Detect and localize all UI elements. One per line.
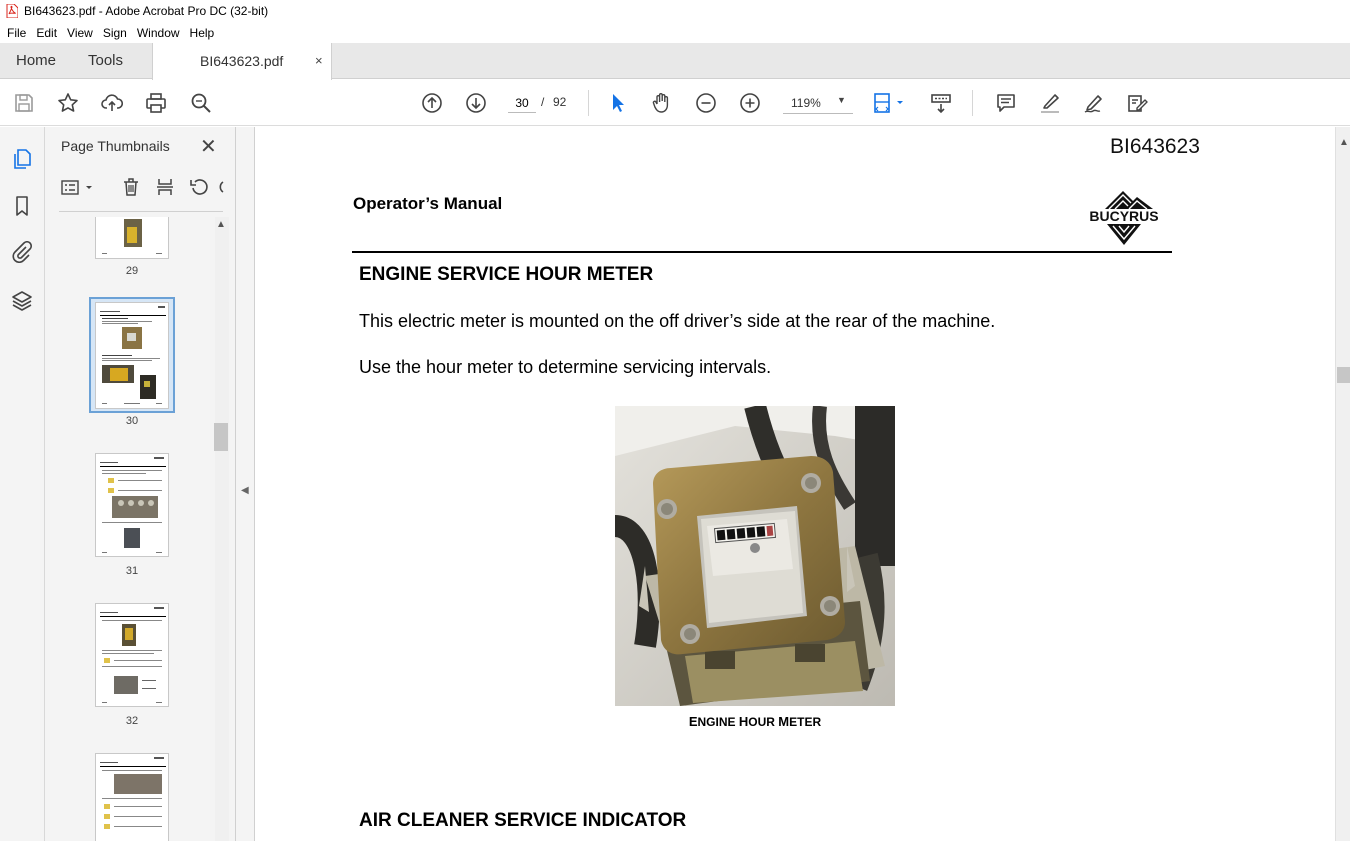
tab-document[interactable] [152, 43, 332, 80]
thumbnail-page-29[interactable] [95, 217, 169, 259]
menu-edit[interactable]: Edit [36, 25, 58, 40]
acrobat-pdf-icon [6, 4, 18, 18]
menu-help[interactable]: Help [189, 25, 215, 40]
save-icon[interactable] [12, 91, 36, 115]
engine-hour-meter-photo [615, 406, 895, 706]
zoom-out-icon[interactable] [694, 91, 718, 115]
body-paragraph: This electric meter is mounted on the off driver’s side at the rear of the machine. [359, 311, 996, 331]
hand-icon[interactable] [650, 91, 674, 115]
menu-window[interactable]: Window [136, 25, 180, 40]
chevron-down-icon: ▼ [837, 95, 846, 105]
toolbar [0, 80, 1350, 126]
menu-sign[interactable]: Sign [102, 25, 127, 40]
bookmark-icon[interactable] [10, 194, 34, 218]
section-heading: AIR CLEANER SERVICE INDICATOR [359, 810, 687, 831]
sign-icon[interactable] [1082, 91, 1106, 115]
title-bar [0, 0, 1350, 22]
thumbnail-page-30[interactable] [95, 302, 169, 409]
print-icon[interactable] [144, 91, 168, 115]
document-id: BI643623 [1110, 135, 1200, 158]
search-icon[interactable] [189, 91, 213, 115]
rotate-icon[interactable] [189, 177, 209, 197]
thumbnail-page-31[interactable] [95, 453, 169, 557]
toolbar-divider [588, 90, 589, 116]
thumbnail-toolbar [55, 173, 225, 201]
tab-tools[interactable]: Tools [88, 52, 124, 69]
close-panel-icon[interactable]: ✕ [200, 136, 217, 158]
panel-divider [59, 211, 223, 212]
menu-bar [0, 22, 1350, 43]
caption-letter: M [778, 714, 790, 729]
upload-icon[interactable] [100, 91, 124, 115]
tab-home[interactable]: Home [16, 52, 57, 69]
delete-icon[interactable] [121, 177, 141, 197]
caption-letter: H [738, 714, 749, 729]
document-scrollbar[interactable] [1335, 127, 1350, 841]
bucyrus-logo [1077, 189, 1173, 249]
thumbnail-list [45, 217, 215, 841]
collapse-left-icon[interactable]: ◀ [241, 485, 249, 496]
extract-pages-icon[interactable] [155, 177, 175, 197]
thumbnail-page-33[interactable] [95, 753, 169, 841]
tab-bar [0, 43, 1350, 79]
toolbar-divider [972, 90, 973, 116]
menu-file[interactable]: File [7, 25, 27, 40]
thumbnail-label-30: 30 [125, 415, 139, 427]
page-up-icon[interactable] [420, 91, 444, 115]
scroll-mode-icon[interactable] [929, 91, 953, 115]
panel-collapse-handle[interactable] [236, 127, 255, 841]
thumbnail-label-31: 31 [125, 565, 139, 577]
caption-letter: E [688, 714, 698, 729]
highlight-icon[interactable] [1038, 91, 1062, 115]
document-subtitle: Operator’s Manual [353, 194, 503, 213]
options-menu-icon[interactable] [61, 179, 97, 197]
zoom-in-icon[interactable] [738, 91, 762, 115]
zoom-dropdown[interactable] [783, 92, 853, 114]
zoom-value: 119% [791, 96, 821, 110]
fit-page-icon[interactable] [872, 91, 908, 115]
thumbnail-scrollbar[interactable] [215, 217, 229, 841]
left-navigation-rail [0, 127, 45, 841]
page-number-input[interactable] [508, 93, 536, 113]
caption-text: ETER [789, 715, 822, 729]
menu-view[interactable]: View [67, 25, 93, 40]
page-thumbnails-panel [45, 127, 236, 841]
comment-icon[interactable] [994, 91, 1018, 115]
layers-icon[interactable] [10, 289, 34, 313]
caption-text: OUR [748, 715, 775, 729]
tab-close-icon[interactable]: × [315, 53, 323, 68]
panel-title: Page Thumbnails [61, 138, 170, 154]
window-title: BI643623.pdf - Adobe Acrobat Pro DC (32-bit) [24, 4, 269, 18]
caption-text: NGINE [697, 715, 736, 729]
thumbnail-scrollbar-thumb[interactable] [214, 423, 228, 451]
page-thumbnails-icon[interactable] [10, 147, 34, 171]
thumbnail-page-32[interactable] [95, 603, 169, 707]
edit-icon[interactable] [1126, 91, 1150, 115]
select-cursor-icon[interactable] [606, 91, 630, 115]
page-separator: / [541, 95, 545, 109]
thumbnail-label-29: 29 [125, 265, 139, 277]
more-tools-icon[interactable] [217, 177, 225, 197]
attachment-icon[interactable] [10, 240, 34, 264]
page-down-icon[interactable] [464, 91, 488, 115]
star-icon[interactable] [56, 91, 80, 115]
thumbnail-label-32: 32 [125, 715, 139, 727]
scroll-up-arrow-icon[interactable]: ▲ [216, 219, 226, 230]
header-rule [352, 251, 1172, 253]
photo-caption [615, 714, 895, 729]
scroll-up-arrow-icon[interactable]: ▲ [1339, 137, 1349, 148]
document-viewport[interactable] [255, 127, 1335, 841]
section-heading: ENGINE SERVICE HOUR METER [359, 264, 654, 285]
logo-text: BUCYRUS [1089, 208, 1159, 224]
document-scrollbar-thumb[interactable] [1337, 367, 1350, 383]
body-paragraph: Use the hour meter to determine servicing intervals. [359, 357, 772, 377]
page-total: 92 [553, 95, 567, 109]
tab-document-label: BI643623.pdf [200, 53, 284, 69]
